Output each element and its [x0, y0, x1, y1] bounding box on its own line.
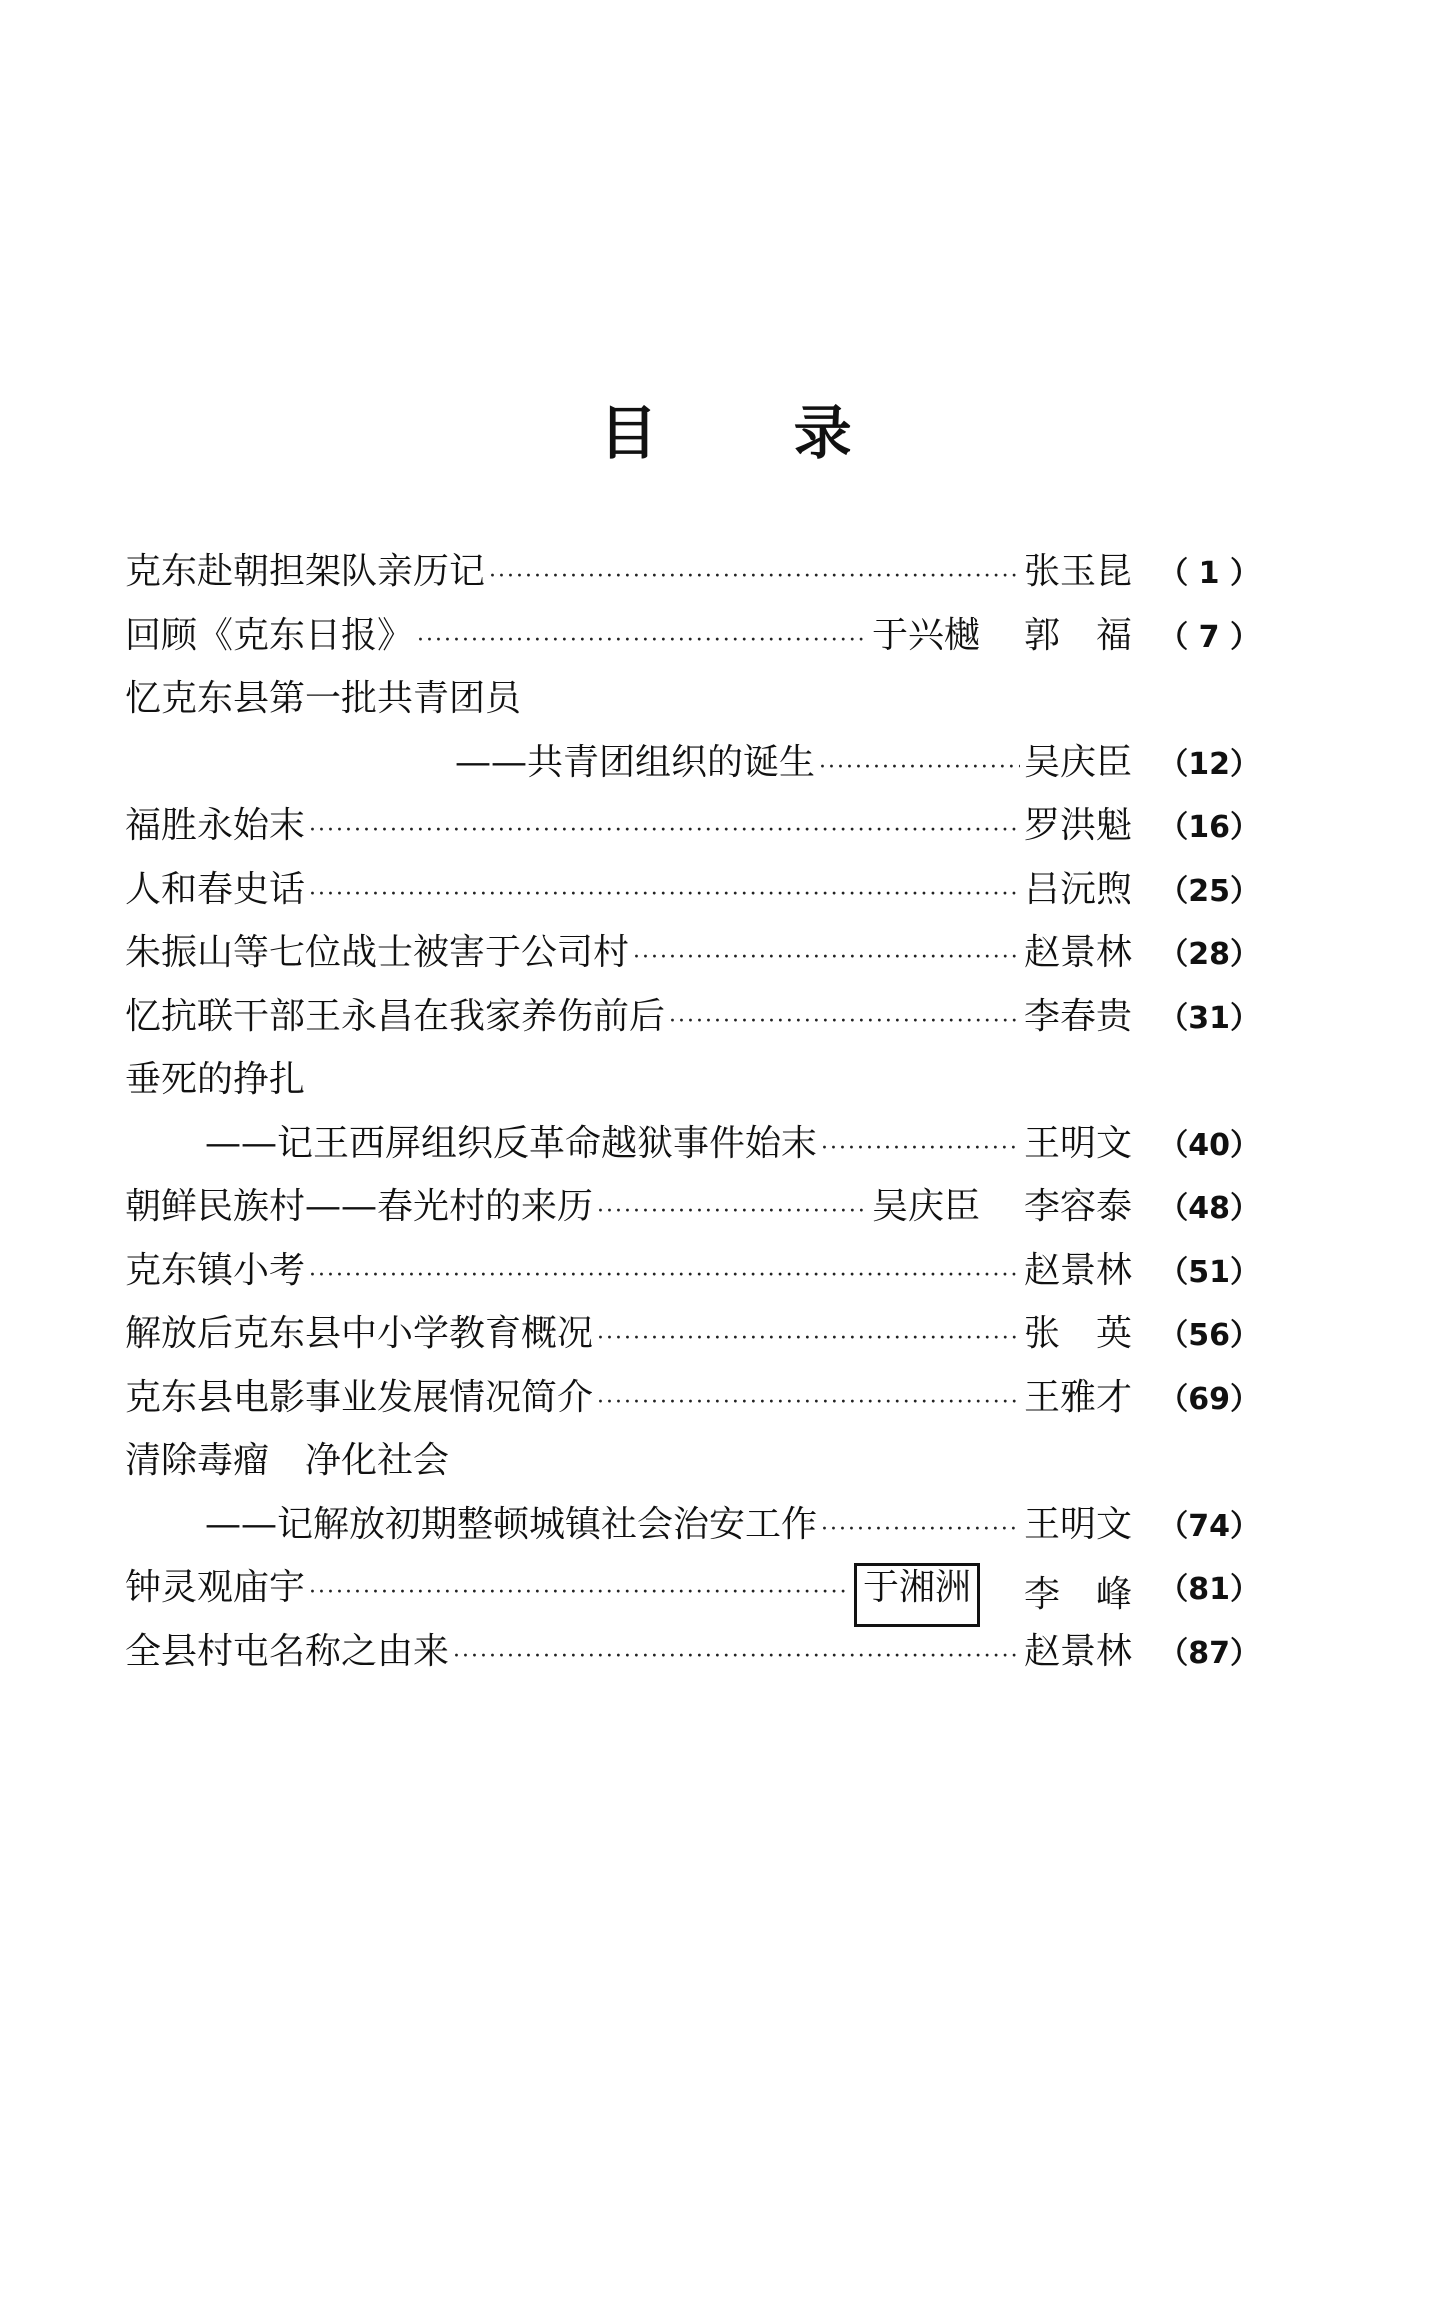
entry-title: 清除毒瘤 净化社会	[125, 1440, 450, 1481]
dot-leader	[417, 609, 868, 673]
entry-page: （25）	[1158, 873, 1260, 909]
entry-author: 罗洪魁	[1023, 805, 1132, 846]
entry-author: 吕沅煦	[1023, 868, 1132, 910]
entry-page: （31）	[1158, 1000, 1260, 1036]
entry-title: 忆克东县第一批共青团员	[125, 678, 522, 719]
toc-entry[interactable]	[125, 540, 1260, 604]
dot-leader	[821, 1117, 1020, 1181]
entry-page: （69）	[1158, 1381, 1260, 1417]
entry-author: 赵景林	[1023, 1630, 1132, 1672]
entry-page: （48）	[1158, 1191, 1260, 1226]
entry-title: 克东镇小考	[125, 1249, 306, 1291]
toc-entry[interactable]	[125, 1493, 1260, 1557]
entry-author: 张 英	[1023, 1313, 1132, 1354]
entry-title: 克东赴朝担架队亲历记	[125, 551, 486, 592]
dot-leader	[597, 1307, 1020, 1371]
dot-leader	[821, 1498, 1020, 1562]
entry-page: （16）	[1158, 810, 1260, 845]
entry-title: 福胜永始末	[125, 805, 306, 846]
entry-author-boxed: 于湘洲	[854, 1563, 980, 1627]
toc-entry[interactable]	[125, 1239, 1260, 1303]
entry-subtitle: ——共青团组织的诞生	[455, 741, 816, 783]
entry-author: 赵景林	[1023, 1249, 1132, 1291]
dot-leader	[669, 990, 1020, 1054]
entry-page: （40）	[1158, 1127, 1260, 1163]
entry-author: 李春贵	[1023, 995, 1132, 1037]
toc-entry[interactable]	[125, 794, 1260, 858]
toc-entry[interactable]	[125, 1175, 1260, 1239]
toc-entry[interactable]	[125, 858, 1260, 922]
dot-leader	[633, 926, 1020, 990]
toc-entry[interactable]	[125, 1366, 1260, 1430]
entry-title: 朱振山等七位战士被害于公司村	[125, 932, 630, 973]
entry-page: （ 1 ）	[1158, 556, 1260, 591]
toc-entry[interactable]	[125, 1302, 1260, 1366]
toc-entry[interactable]	[125, 731, 1260, 795]
entry-page: （ 7 ）	[1158, 619, 1260, 655]
entry-page: （28）	[1158, 937, 1260, 972]
entry-page: （56）	[1158, 1318, 1260, 1353]
toc-entry[interactable]	[125, 667, 1260, 731]
dot-leader	[309, 1561, 850, 1625]
entry-title: 克东县电影事业发展情况简介	[125, 1376, 594, 1418]
dot-leader	[597, 1180, 868, 1244]
dot-leader	[309, 799, 1020, 863]
entry-author: 吴庆臣	[1023, 741, 1132, 783]
table-of-contents	[125, 540, 1260, 1683]
dot-leader	[309, 863, 1020, 927]
dot-leader	[489, 545, 1020, 609]
entry-page: （87）	[1158, 1635, 1260, 1671]
entry-title: 全县村屯名称之由来	[125, 1630, 450, 1672]
entry-title: 钟灵观庙宇	[125, 1567, 306, 1608]
dot-leader	[453, 1625, 1020, 1689]
entry-author: 于兴樾	[871, 614, 980, 656]
dot-leader	[819, 736, 1020, 800]
entry-author: 王明文	[1023, 1122, 1132, 1164]
entry-subtitle: ——记王西屏组织反革命越狱事件始末	[205, 1122, 818, 1164]
entry-title: 回顾《克东日报》	[125, 614, 414, 656]
toc-entry[interactable]	[125, 1048, 1260, 1112]
toc-entry[interactable]	[125, 604, 1260, 668]
entry-title: 解放后克东县中小学教育概况	[125, 1313, 594, 1354]
toc-entry[interactable]	[125, 1620, 1260, 1684]
page-title: 目 录	[599, 399, 910, 467]
entry-author: 李 峰	[1023, 1574, 1132, 1615]
toc-entry[interactable]	[125, 1429, 1260, 1493]
toc-entry[interactable]	[125, 921, 1260, 985]
entry-subtitle: ——记解放初期整顿城镇社会治安工作	[205, 1503, 818, 1545]
entry-author: 王雅才	[1023, 1376, 1132, 1418]
entry-title: 垂死的挣扎	[125, 1059, 306, 1100]
entry-author: 吴庆臣	[871, 1186, 980, 1227]
toc-entry[interactable]	[125, 1556, 1260, 1620]
toc-entry[interactable]	[125, 1112, 1260, 1176]
entry-author: 李容泰	[1023, 1186, 1132, 1227]
toc-entry[interactable]	[125, 985, 1260, 1049]
entry-author: 张玉昆	[1023, 551, 1132, 592]
entry-page: （74）	[1158, 1508, 1260, 1544]
dot-leader	[309, 1244, 1020, 1308]
entry-title: 忆抗联干部王永昌在我家养伤前后	[125, 995, 666, 1037]
entry-title: 人和春史话	[125, 868, 306, 910]
dot-leader	[597, 1371, 1020, 1435]
entry-title: 朝鲜民族村——春光村的来历	[125, 1186, 594, 1227]
entry-author: 赵景林	[1023, 932, 1132, 973]
entry-page: （51）	[1158, 1254, 1260, 1290]
entry-page: （81）	[1158, 1572, 1260, 1607]
entry-page: （12）	[1158, 746, 1260, 782]
entry-author: 王明文	[1023, 1503, 1132, 1545]
entry-author: 郭 福	[1023, 614, 1132, 656]
